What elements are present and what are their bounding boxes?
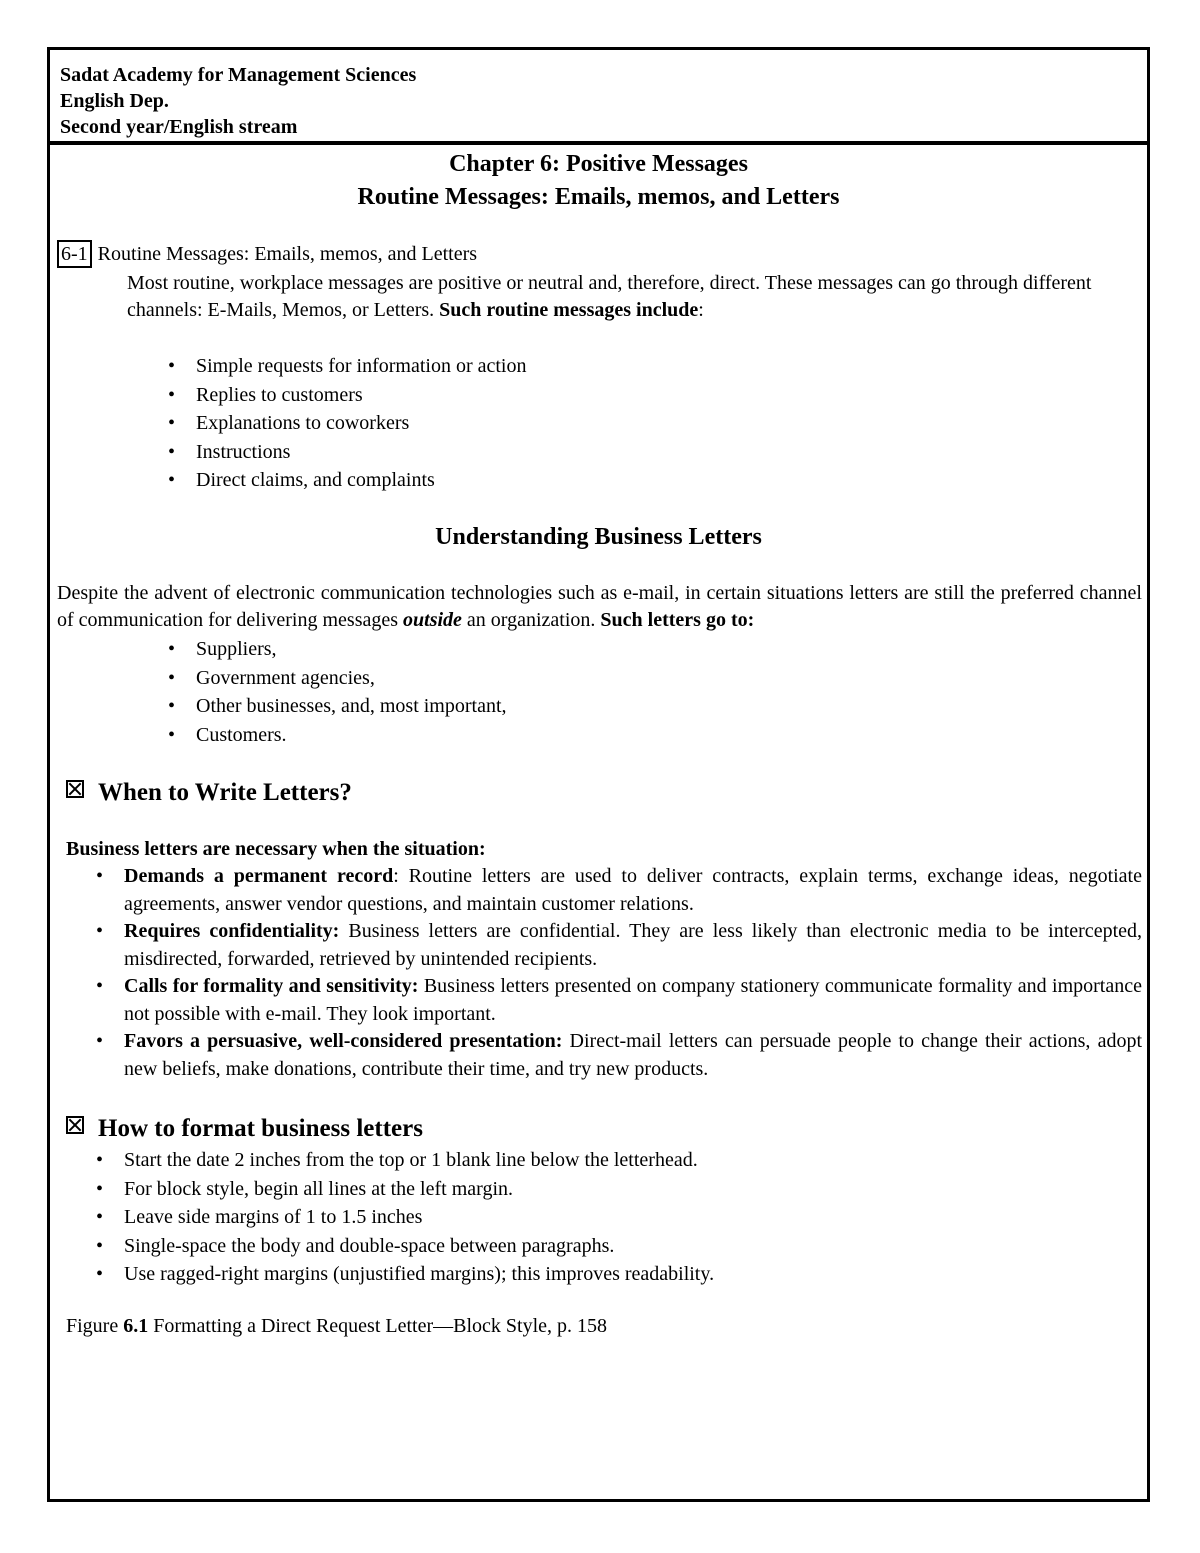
format-list <box>88 1146 714 1289</box>
item-text: Business letters presented on company stationery communicate formality and importance not possible with e-mail. They look important. <box>124 975 1142 1025</box>
list-item <box>88 1028 1142 1083</box>
routine-messages-list <box>160 352 526 495</box>
list-item: • Suppliers, <box>160 635 507 664</box>
item-text: Direct-mail letters can persuade people to change their actions, adopt new beliefs, make donations, contribute their time, and try new products. <box>124 1030 1142 1080</box>
list-item: • Direct claims, and complaints <box>160 466 526 495</box>
list-item: • Leave side margins of 1 to 1.5 inches <box>88 1203 714 1232</box>
institution-name: Sadat Academy for Management Sciences <box>60 64 417 86</box>
course-level: Second year/English stream <box>60 116 298 138</box>
item-term: Calls for formality and sensitivity: <box>124 975 419 997</box>
section-number-box: 6-1 <box>57 240 92 268</box>
figure-caption-text: Formatting a Direct Request Letter—Block Style, p. 158 <box>153 1315 608 1337</box>
section-title: Routine Messages: Emails, memos, and Letters <box>97 243 478 265</box>
item-text: Business letters are confidential. They are less likely than electronic media to be intercepted, misdirected, forwarded, retrieved by unintended recipients. <box>124 920 1142 970</box>
department-name: English Dep. <box>60 90 169 112</box>
paragraph-text-mid: an organization. <box>466 609 596 631</box>
understanding-paragraph <box>57 580 1142 634</box>
when-heading-text: When to Write Letters? <box>98 779 352 806</box>
list-item: • Replies to customers <box>160 381 526 410</box>
chapter-title: Chapter 6: Positive Messages <box>449 151 748 177</box>
list-item: • Customers. <box>160 721 507 750</box>
list-item: • Instructions <box>160 438 526 467</box>
how-heading <box>66 1114 423 1144</box>
paragraph-text: Despite the advent of electronic communication technologies such as e-mail, in certain situations letters are still the preferred channel of communication for delivering messages <box>57 582 1142 631</box>
item-sep: : <box>393 865 399 887</box>
section-6-1-body <box>127 270 1117 324</box>
list-item <box>88 973 1142 1028</box>
figure-caption <box>66 1313 607 1340</box>
list-item: • Government agencies, <box>160 664 507 693</box>
list-item: • Start the date 2 inches from the top or 1 blank line below the letterhead. <box>88 1146 714 1175</box>
when-heading <box>66 778 352 808</box>
list-item: • Explanations to coworkers <box>160 409 526 438</box>
how-heading-text: How to format business letters <box>98 1115 423 1142</box>
understanding-heading: Understanding Business Letters <box>435 524 762 550</box>
page-frame <box>47 47 1150 1502</box>
when-list <box>88 863 1142 1083</box>
paragraph-bold-lead: Such letters go to: <box>600 609 755 631</box>
chapter-subtitle: Routine Messages: Emails, memos, and Letters <box>357 184 840 210</box>
list-item: • For block style, begin all lines at the left margin. <box>88 1175 714 1204</box>
item-text: Routine letters are used to deliver contracts, explain terms, exchange ideas, negotiate agreements, answer vendor questions, and maintain customer relations. <box>124 865 1142 915</box>
list-item <box>88 918 1142 973</box>
section-6-1-heading <box>57 240 477 268</box>
letter-recipients-list <box>160 635 507 749</box>
intro-text: Most routine, workplace messages are positive or neutral and, therefore, direct. These messages can go through different channels: E-Mails, Memos, or Letters. <box>127 272 1092 321</box>
item-term: Demands a permanent record <box>124 865 394 887</box>
institution-header <box>60 62 416 140</box>
checkbox-x-icon <box>66 780 84 798</box>
item-term: Favors a persuasive, well-considered presentation: <box>124 1030 563 1052</box>
figure-prefix: Figure <box>66 1315 119 1337</box>
figure-number: 6.1 <box>123 1315 149 1337</box>
when-lead: Business letters are necessary when the situation: <box>66 838 486 860</box>
intro-colon: : <box>698 299 704 321</box>
list-item: • Simple requests for information or action <box>160 352 526 381</box>
list-item: • Use ragged-right margins (unjustified margins); this improves readability. <box>88 1260 714 1289</box>
emphasis-outside: outside <box>403 609 462 631</box>
page-title <box>50 148 1147 214</box>
list-item: • Single-space the body and double-space between paragraphs. <box>88 1232 714 1261</box>
intro-bold-text: Such routine messages include <box>439 299 699 321</box>
checkbox-x-icon <box>66 1116 84 1134</box>
header-divider <box>50 141 1147 145</box>
list-item: • Other businesses, and, most important, <box>160 692 507 721</box>
list-item <box>88 863 1142 918</box>
item-term: Requires confidentiality: <box>124 920 340 942</box>
